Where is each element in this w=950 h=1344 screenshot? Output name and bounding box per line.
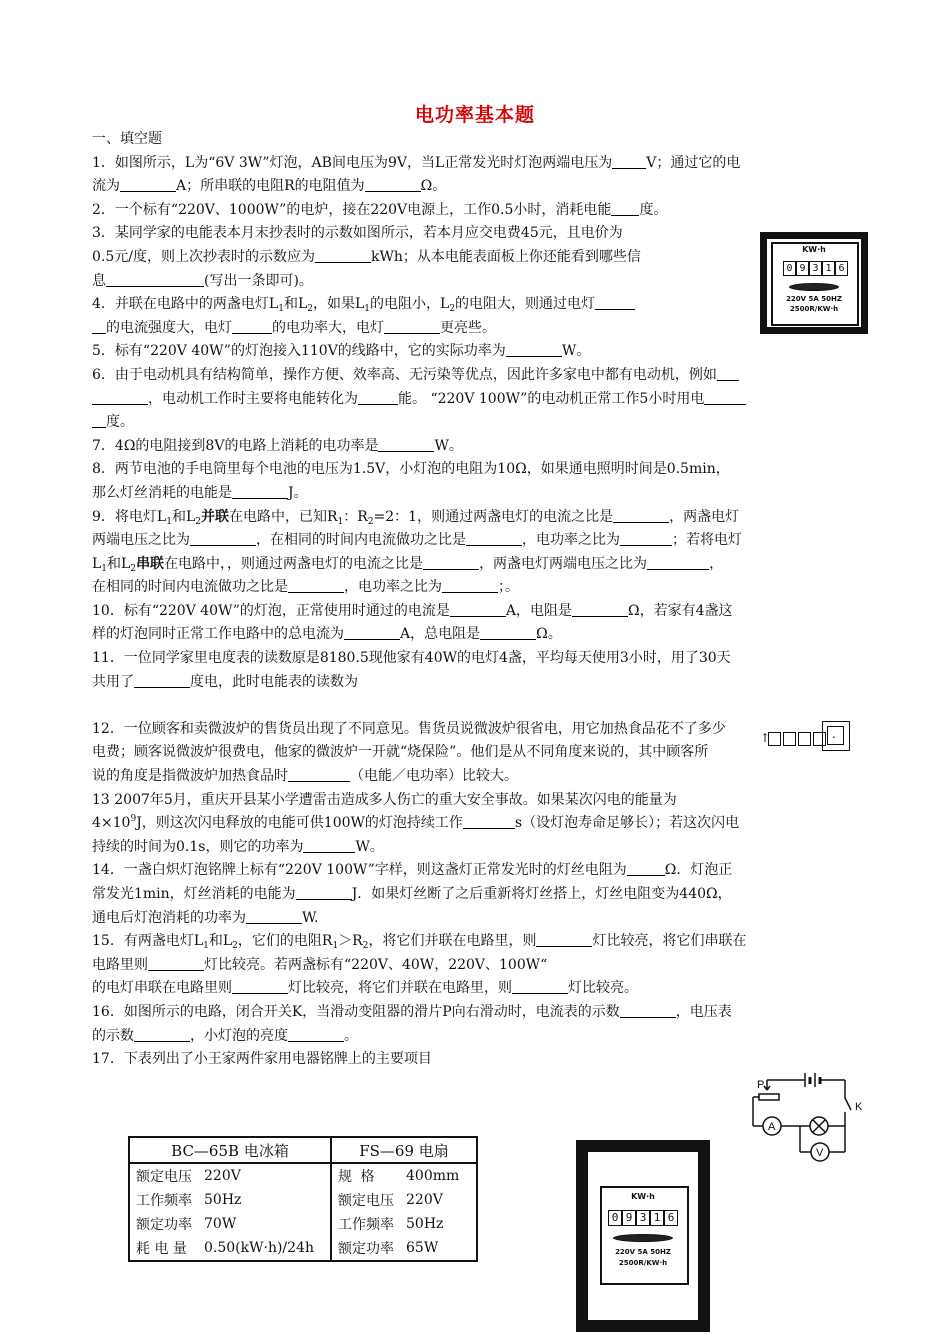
meter-disc-icon [789,283,839,291]
q1-line1: 1．如图所示，L为“6V 3W”灯泡，AB间电压为9V，当L正常发光时灯泡两端电压为 V；通过它的电 [92,152,862,176]
table-label: 额定电压 [338,1193,394,1209]
table-label: 额定功率 [338,1241,394,1257]
answer-blank[interactable] [647,553,709,570]
answer-blank[interactable] [92,411,106,428]
answer-blank[interactable] [378,435,434,452]
meter-digit: 9 [796,261,809,276]
answer-blank[interactable] [466,529,522,546]
q13-line2: $4\times 10^9J$，则这次闪电释放的电能可供100W的灯泡持续工作 s（设灯泡寿命足够长）；若这次闪电 [92,814,740,832]
meter-revolutions: 2500R/KW·h [618,1259,668,1267]
answer-blank[interactable] [92,317,106,334]
q10-line1: 10．标有“220V 40W”的灯泡，正常使用时通过的电流是 A，电阻是 Ω，若家有4盏这 [92,600,862,624]
answer-blank[interactable] [365,175,421,192]
meter-digit: 0 [608,1210,622,1226]
ammeter-label: A [768,1121,776,1133]
q16-line1: 16．如图所示的电路，闭合开关K，当滑动变阻器的滑片P向右滑动时，电流表的示数 ，电压表 [92,1001,862,1025]
switch-blade [845,1098,851,1110]
section-heading: 一、填空题 [92,131,162,147]
table-value: 220V [198,1163,331,1188]
answer-blank[interactable] [315,246,371,263]
q6-line1: 6．由于电动机具有结构简单，操作方便、效率高、无污染等优点，因此许多家电中都有电动机，例如 [92,364,862,388]
lamp-cross [813,1120,825,1132]
page-title: 电功率基本题 [414,104,535,126]
meter-digit: 3 [809,261,822,276]
q9-line1: 9．将电灯$L_1$和$L_2$并联在电路中，已知$R_1$：$R_2=2$：1，则通过两盏电灯的电流之比是 ，两盏电灯 [92,506,862,530]
answer-blank[interactable] [620,1001,676,1018]
q13-line3: 持续的时间为0.1s，则它的功率为 W。 [92,836,862,860]
q12-line2: 电费；顾客说微波炉很费电，他家的微波炉一开就“烧保险”。他们是从不同角度来说的，其中顾客所 [92,744,709,761]
decimal-point-icon: . [832,727,836,741]
answer-blank[interactable] [463,812,515,829]
q15-line1: 15．有两盏电灯$L_1$和$L_2$，它们的电阻$R_1>R_2$，将它们并联在电路里，则 灯比较亮，将它们串联在 [92,930,862,954]
q16-line2: 的示数 ，小灯泡的亮度 。 [92,1025,862,1049]
table-value: 70W [198,1212,331,1236]
answer-blank[interactable] [480,623,536,640]
q3-line2: 0.5元/度，则上次抄表时的示数应为 kWh；从本电能表面板上你还能看到哪些信 [92,246,737,270]
arrow-icon: ↑ [760,731,771,745]
meter-digits [783,261,848,276]
table-header-row [129,1137,477,1163]
answer-blank[interactable] [303,836,355,853]
table-row [129,1188,477,1212]
meter-digit: 9 [622,1210,636,1226]
q2-line1: 2．一个标有“220V、1000W”的电炉，接在220V电源上，工作0.5小时，消耗电能 度。 [92,199,862,223]
q9-line3: $L_1$和$L_2$串联在电路中，，则通过两盏电灯的电流之比是 ，两盏电灯两端电压之比为 ， [92,553,862,577]
answer-blank[interactable] [246,907,302,924]
table-label: 规 格 [338,1169,377,1185]
table-value: 400mm [406,1168,460,1184]
answer-blank[interactable] [288,1025,344,1042]
meter-revolutions: 2500R/KW·h [789,305,839,313]
q3-line1: 3．某同学家的电能表本月末抄表时的示数如图所示，若本月应交电费45元，且电价为 [92,225,623,242]
answer-blank[interactable] [288,765,350,782]
answer-blank[interactable] [704,388,746,405]
answer-blank[interactable] [232,317,272,334]
q9-line4: 在相同的时间内电流做功之比是 ，电功率之比为 ；。 [92,576,862,600]
meter-digit: 1 [650,1210,664,1226]
q14-line2: 常发光1min，灯丝消耗的电能为 J．如果灯丝断了之后重新将灯丝搭上，灯丝电阻变为440Ω， [92,883,862,907]
answer-blank[interactable] [572,600,628,617]
meter-digit: 6 [835,261,848,276]
answer-blank[interactable] [613,506,669,523]
table-value: 220V [406,1192,443,1208]
table-value: 65W [406,1240,439,1256]
answer-blank[interactable] [344,623,400,640]
answer-blank[interactable] [134,671,190,688]
table-label: 额定电压 [136,1169,192,1185]
q4-line2: 的电流强度大，电灯 的电功率大，电灯 更亮些。 [92,317,862,341]
table-row [129,1163,477,1188]
q6-line2: ，电动机工作时主要将电能转化为 能。 “220V 100W”的电动机正常工作5小时用电 [92,388,862,412]
meter-digit: 6 [664,1210,678,1226]
answer-blank[interactable] [442,576,498,593]
electric-meter-large-figure [576,1140,710,1332]
q13-line1: 13 2007年5月，重庆开县某小学遭雷击造成多人伤亡的重大安全事故。如果某次闪电的能量为 [92,791,677,808]
q15-line3: 的电灯串联在电路里则 灯比较亮，将它们并联在电路里，则 灯比较亮。 [92,977,862,1001]
answer-blank[interactable] [627,859,665,876]
answer-blank[interactable] [120,175,176,192]
answer-blank[interactable] [232,482,288,499]
q1-line2: 流为 A；所串联的电阻R的电阻值为 Ω。 [92,175,862,199]
table-label: 工作频率 [338,1217,394,1233]
q14-line3: 通电后灯泡消耗的功率为 W. [92,907,862,931]
table-value: 50Hz [198,1188,331,1212]
q3-line3: 息 (写出一条即可)。 [92,270,737,294]
q17-line1: 17．下表列出了小王家两件家用电器铭牌上的主要项目 [92,1051,432,1068]
answer-blank[interactable] [620,529,672,546]
q11-reading-boxes [760,721,860,751]
circuit-diagram [745,1068,875,1164]
table-value: 50Hz [406,1216,444,1232]
q12-line3: 说的角度是指微波炉加热食品时 （电能／电功率）比较大。 [92,765,862,789]
meter-digits [608,1210,678,1226]
table-row [129,1212,477,1236]
digit-box[interactable] [798,732,811,746]
q12-line1: 12．一位顾客和卖微波炉的售货员出现了不同意见。售货员说微波炉很省电，用它加热食品花不了多少 [92,720,726,737]
q5-line1: 5．标有“220V 40W”的灯泡接入110V的线路中，它的实际功率为 W。 [92,340,862,364]
answer-blank[interactable] [450,600,506,617]
rheostat [759,1094,779,1100]
meter-digit: 1 [822,261,835,276]
q11-line1: 11．一位同学家里电度表的读数原是8180.5现他家有40W的电灯4盏，平均每天使用3小时，用了30天 [92,650,731,667]
q14-line1: 14．一盏白炽灯泡铭牌上标有“220V 100W”字样，则这盏灯正常发光时的灯丝电阻为 Ω．灯泡正 [92,859,862,883]
answer-blank[interactable] [190,529,256,546]
digit-box[interactable] [783,732,796,746]
answer-blank[interactable] [612,152,646,169]
answer-blank[interactable] [423,553,479,570]
q8-line1: 8．两节电池的手电筒里每个电池的电压为1.5V，小灯泡的电阻为10Ω，如果通电照明时间是0.5min， [92,461,730,478]
appliance-spec-table [128,1136,478,1262]
answer-blank[interactable] [288,576,344,593]
digit-box[interactable] [768,732,781,746]
q4-line1: 4．并联在电路中的两盏电灯$L_1$和$L_2$，如果$L_1$的电阻小，$L_2$的电阻大，则通过电灯 [92,293,737,317]
q6-line3: 度。 [92,411,862,435]
electric-meter-figure [760,232,868,334]
meter-rating: 220V 5A 50HZ [786,295,842,303]
answer-blank[interactable] [134,1025,190,1042]
answer-blank[interactable] [506,340,562,357]
meter-unit-label: KW·h [802,245,826,254]
spacer [92,694,862,718]
answer-blank[interactable] [232,977,288,994]
meter-digit: 3 [636,1210,650,1226]
table-label: 耗 电 量 [136,1241,187,1257]
answer-blank[interactable] [106,270,204,287]
meter-rating: 220V 5A 50HZ [615,1248,671,1256]
meter-disc-icon [613,1234,673,1242]
table-row [129,1236,477,1261]
question-content [92,128,862,1072]
q7-line1: 7．4Ω的电阻接到8V的电路上消耗的电功率是 W。 [92,435,862,459]
voltmeter-label: V [816,1147,824,1159]
table-label: 工作频率 [136,1193,192,1209]
answer-blank[interactable] [536,930,592,947]
answer-blank[interactable] [611,199,639,216]
answer-blank[interactable] [92,388,148,405]
k-label: K [855,1101,863,1113]
answer-blank[interactable] [358,388,398,405]
q15-line2: 电路里则 灯比较亮。若两盏标有“220V、40W，220V、100W“ [92,954,862,978]
q11-line2: 共用了 度电，此时电能表的读数为 [92,671,862,695]
fan-title: FS—69 电扇 [331,1137,477,1163]
q9-line2: 两端电压之比为 ，在相同的时间内电流做功之比是 ，电功率之比为 ；若将电灯 [92,529,862,553]
answer-blank[interactable] [595,293,635,310]
fridge-title: BC—65B 电冰箱 [129,1137,331,1163]
answer-blank[interactable] [296,883,352,900]
p-label: P [757,1079,765,1091]
q8-line2: 那么灯丝消耗的电能是 J。 [92,482,862,506]
table-label: 额定功率 [136,1217,192,1233]
answer-blank[interactable] [384,317,440,334]
answer-blank[interactable] [148,954,204,971]
meter-unit-label: KW·h [631,1192,655,1201]
answer-blank[interactable] [512,977,568,994]
meter-digit: 0 [783,261,796,276]
q10-line2: 样的灯泡同时正常工作电路中的总电流为 A，总电阻是 Ω。 [92,623,862,647]
answer-blank[interactable] [717,364,739,381]
table-value: 0.50(kW·h)/24h [198,1236,331,1261]
